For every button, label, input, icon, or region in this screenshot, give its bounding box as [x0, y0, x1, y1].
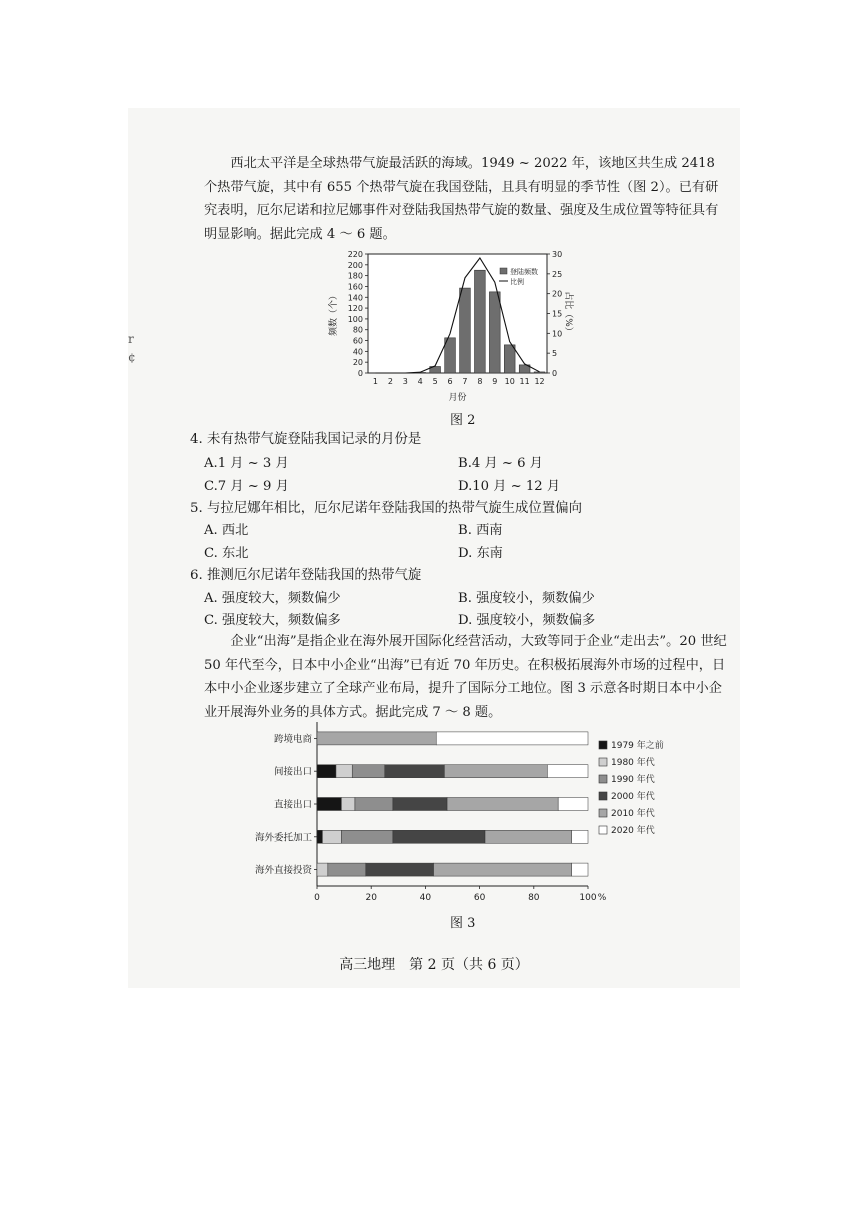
- q6-option-b[interactable]: B. 强度较小，频数偏少: [458, 591, 595, 606]
- bar-segment: [444, 765, 547, 778]
- question-4-stem: 4. 未有热带气旋登陆我国记录的月份是: [190, 432, 422, 447]
- x-axis-unit: %: [597, 893, 607, 903]
- bar-segment: [572, 830, 588, 843]
- x-tick-label: 8: [477, 377, 483, 386]
- y2-axis-label: 占比（%）: [563, 291, 573, 336]
- bar-segment: [336, 765, 352, 778]
- bar-segment: [341, 798, 355, 811]
- y-tick-label: 220: [347, 250, 363, 259]
- bar-segment: [317, 798, 341, 811]
- legend-swatch: [599, 758, 607, 766]
- legend-label-line: 比例: [510, 278, 524, 286]
- bar-segment: [485, 830, 572, 843]
- category-label: 间接出口: [273, 766, 312, 778]
- q6-option-d[interactable]: D. 强度较小，频数偏多: [458, 613, 596, 628]
- x-axis-label: 月份: [448, 393, 467, 403]
- y2-tick-label: 20: [552, 289, 563, 299]
- x-tick-label: 9: [492, 377, 498, 386]
- legend-label: 2000 年代: [611, 792, 655, 802]
- question-5-stem: 5. 与拉尼娜年相比，厄尔尼诺年登陆我国的热带气旋生成位置偏向: [190, 501, 582, 516]
- x-tick-label: 0: [314, 893, 320, 903]
- x-tick-label: 5: [432, 377, 438, 386]
- y2-tick-label: 30: [552, 250, 563, 259]
- bar-landing-frequency: [475, 270, 486, 373]
- passage-cyclone: 西北太平洋是全球热带气旋最活跃的海域。1949 ~ 2022 年，该地区共生成 2418 个热带气旋，其中有 655 个热带气旋在我国登陆，且具有明显的季节性（图 2）。已有研究表明，厄尔尼诺和拉尼娜事件对登陆我国热带气旋的数量、强度及生成位置等特征具有明显影响。据此完成 4 ～ 6 题。: [204, 156, 719, 242]
- y-tick-label: 140: [347, 293, 363, 303]
- legend-label: 1980 年代: [611, 758, 655, 768]
- y-tick-label: 40: [352, 347, 363, 357]
- bar-segment: [436, 732, 588, 745]
- bar-landing-frequency: [504, 345, 515, 373]
- x-tick-label: 1: [372, 377, 379, 386]
- figure-2-chart: [320, 246, 573, 406]
- bar-segment: [385, 765, 445, 778]
- y-tick-label: 200: [347, 260, 363, 270]
- x-tick-label: 20: [365, 893, 377, 903]
- bar-segment: [547, 765, 588, 778]
- bar-segment: [317, 765, 336, 778]
- y2-tick-label: 25: [552, 269, 563, 279]
- legend-swatch-bar: [500, 268, 507, 274]
- bar-segment: [352, 765, 385, 778]
- legend-swatch: [599, 775, 607, 783]
- bar-segment: [328, 863, 366, 876]
- page-footer: 高三地理 第 2 页（共 6 页）: [339, 957, 529, 973]
- bar-landing-frequency: [534, 372, 545, 373]
- q5-option-c[interactable]: C. 东北: [204, 546, 249, 561]
- y-axis-label: 频数（个）: [329, 290, 339, 337]
- bar-segment: [393, 830, 485, 843]
- question-6-stem: 6. 推测厄尔尼诺年登陆我国的热带气旋: [190, 568, 422, 583]
- legend-label: 2010 年代: [611, 809, 655, 819]
- x-tick-label: 6: [447, 377, 453, 386]
- bar-segment: [366, 863, 434, 876]
- legend-swatch: [599, 792, 607, 800]
- figure-3-caption: 图 3: [450, 916, 476, 931]
- category-label: 海外委托加工: [254, 832, 312, 844]
- legend-swatch: [599, 741, 607, 749]
- legend-label: 1990 年代: [611, 775, 655, 785]
- bar-segment: [322, 830, 341, 843]
- y2-tick-label: 5: [552, 349, 558, 359]
- x-tick-label: 60: [473, 893, 486, 903]
- legend-swatch: [599, 809, 607, 817]
- x-tick-label: 4: [417, 377, 423, 386]
- q5-option-b[interactable]: B. 西南: [458, 523, 503, 538]
- legend-label: 1979 年之前: [611, 741, 664, 751]
- bar-segment: [341, 830, 392, 843]
- x-tick-label: 40: [419, 893, 432, 903]
- category-label: 直接出口: [273, 799, 312, 811]
- margin-mark: ¢: [128, 350, 136, 364]
- bar-segment: [355, 798, 393, 811]
- x-tick-label: 7: [462, 377, 468, 386]
- x-tick-label: 100: [579, 893, 597, 903]
- q4-option-b[interactable]: B.4 月 ~ 6 月: [458, 456, 543, 471]
- q6-option-a[interactable]: A. 强度较大，频数偏少: [204, 591, 341, 606]
- figure-2-caption: 图 2: [450, 413, 476, 428]
- category-label: 海外直接投资: [254, 865, 312, 877]
- margin-mark: r: [128, 332, 134, 346]
- bar-segment: [317, 830, 322, 843]
- x-tick-label: 11: [519, 377, 530, 386]
- x-tick-label: 2: [387, 377, 393, 386]
- x-tick-label: 12: [534, 377, 545, 386]
- y-tick-label: 20: [352, 358, 363, 368]
- y-tick-label: 80: [352, 325, 363, 335]
- q5-option-a[interactable]: A. 西北: [204, 523, 249, 538]
- y-tick-label: 120: [347, 304, 363, 314]
- bar-segment: [572, 863, 588, 876]
- bar-landing-frequency: [445, 338, 456, 373]
- x-tick-label: 80: [528, 893, 540, 903]
- q4-option-c[interactable]: C.7 月 ~ 9 月: [204, 479, 289, 494]
- y-tick-label: 100: [347, 314, 363, 324]
- q4-option-a[interactable]: A.1 月 ~ 3 月: [204, 456, 289, 471]
- passage-enterprise: 企业“出海”是指企业在海外展开国际化经营活动，大致等同于企业“走出去”。20 世纪 50 年代至今，日本中小企业“出海”已有近 70 年历史。在积极拓展海外市场的过程中，日本中小企业逐步建立了全球产业布局，提升了国际分工地位。图 3 示意各时期日本中小企业开展海外业务的具体方式。据此完成 7 ～ 8 题。: [204, 634, 727, 720]
- bar-segment: [317, 863, 328, 876]
- y2-tick-label: 10: [552, 329, 563, 339]
- y-tick-label: 180: [347, 271, 363, 281]
- bar-segment: [558, 798, 588, 811]
- q5-option-d[interactable]: D. 东南: [458, 546, 503, 561]
- legend-swatch: [599, 826, 607, 834]
- bar-segment: [434, 863, 572, 876]
- q6-option-c[interactable]: C. 强度较大，频数偏多: [204, 613, 341, 628]
- x-tick-label: 3: [402, 377, 408, 386]
- bar-landing-frequency: [460, 288, 471, 373]
- legend-label-bar: 登陆频数: [510, 268, 538, 276]
- y-tick-label: 60: [352, 336, 363, 346]
- legend-label: 2020 年代: [611, 826, 655, 836]
- y2-tick-label: 15: [552, 309, 563, 319]
- category-label: 跨境电商: [273, 733, 312, 745]
- y-tick-label: 160: [347, 282, 363, 292]
- figure-3-chart: [238, 718, 678, 908]
- bar-segment: [393, 798, 447, 811]
- bar-landing-frequency: [489, 292, 500, 373]
- q4-option-d[interactable]: D.10 月 ~ 12 月: [458, 479, 561, 494]
- y-tick-label: 0: [357, 369, 363, 378]
- bar-segment: [317, 732, 436, 745]
- y2-tick-label: 0: [552, 369, 558, 378]
- bar-segment: [447, 798, 558, 811]
- x-tick-label: 10: [504, 377, 515, 386]
